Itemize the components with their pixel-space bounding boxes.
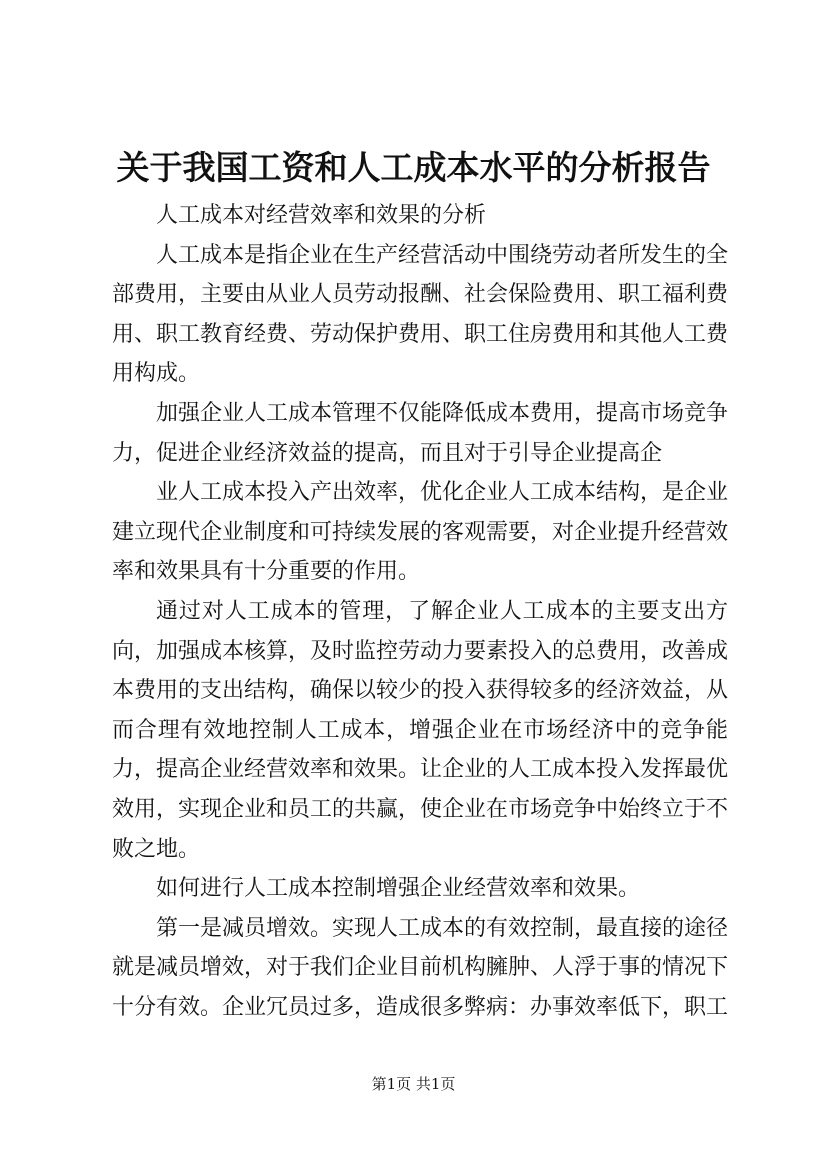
paragraph-management-importance: 加强企业人工成本管理不仅能降低成本费用，提高市场竞争力，促进企业经济效益的提高，而且对于引导企业提高企	[112, 400, 729, 466]
paragraph-cost-management: 通过对人工成本的管理，了解企业人工成本的主要支出方向，加强成本核算，及时监控劳动力要素投入的总费用，改善成本费用的支出结构，确保以较少的投入获得较多的经济效益，从而合理有效地控制人工成本，增强企业在市场经济中的竞争能力，提高企业经营效率和效果。让企业的人工成本投入发挥最优效用，实现企业和员工的共赢，使企业在市场竞争中始终立于不败之地。	[112, 598, 729, 862]
paragraph-section-heading: 人工成本对经营效率和效果的分析	[156, 203, 487, 228]
document-body	[112, 196, 728, 1027]
paragraph-efficiency-structure: 业人工成本投入产出效率，优化企业人工成本结构，是企业建立现代企业制度和可持续发展的客观需要，对企业提升经营效率和效果具有十分重要的作用。	[112, 480, 729, 585]
document-title: 关于我国工资和人工成本水平的分析报告	[116, 148, 711, 187]
paragraph-staff-reduction: 第一是减员增效。实现人工成本的有效控制，最直接的途径就是减员增效，对于我们企业目前机构臃肿、人浮于事的情况下十分有效。企业冗员过多，造成很多弊病：办事效率低下，职工	[112, 915, 729, 1020]
paragraph-control-question: 如何进行人工成本控制增强企业经营效率和效果。	[156, 876, 641, 902]
paragraph-definition: 人工成本是指企业在生产经营活动中围绕劳动者所发生的全部费用，主要由从业人员劳动报酬、社会保险费用、职工福利费用、职工教育经费、劳动保护费用、职工住房费用和其他人工费用构成。	[112, 242, 729, 387]
page-number-footer: 第1页 共1页	[371, 1075, 456, 1093]
